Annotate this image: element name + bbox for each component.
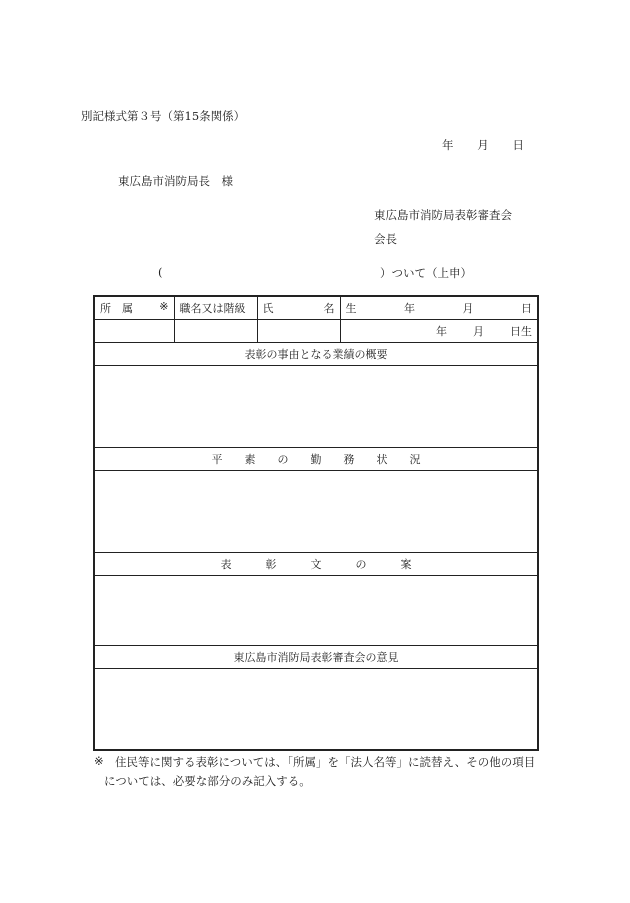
commendation-form-table [93, 295, 539, 751]
subject-close: ）ついて（上申） [380, 266, 472, 280]
section-title-opinion: 東広島市消防局表彰審査会の意見 [94, 645, 538, 668]
affiliation-label: 所 属 [100, 301, 133, 315]
date-line [442, 137, 524, 153]
position-label: 職名又は階級 [179, 301, 246, 315]
form-number: 別記様式第３号（第15条関係） [81, 109, 246, 123]
date-day-label: 日 [512, 138, 524, 152]
position-header [174, 296, 257, 319]
birth-year-label: 年 [404, 301, 415, 315]
draft-text-field[interactable] [94, 575, 538, 645]
section-opinion-body [94, 668, 538, 750]
section-title-achievements: 表彰の事由となる業績の概要 [94, 342, 538, 365]
section-opinion-header [94, 645, 538, 668]
name-label-given: 名 [323, 301, 335, 315]
date-year-label: 年 [442, 138, 454, 152]
birth-cell[interactable] [340, 319, 538, 342]
achievements-field[interactable] [94, 365, 538, 447]
section-draft-header [94, 552, 538, 575]
name-label-family: 氏 [262, 301, 274, 315]
addressee: 東広島市消防局長 様 [118, 174, 233, 188]
sender-org: 東広島市消防局表彰審査会 [374, 208, 512, 222]
date-month-label: 月 [477, 138, 489, 152]
section-draft-body [94, 575, 538, 645]
birth-header [340, 296, 538, 319]
entry-row [94, 319, 538, 342]
footnote-line-1: 住民等に関する表彰については、「所属」を「法人名等」に読替え、その他の項目 [115, 755, 536, 769]
birth-label: 生 [345, 301, 357, 315]
section-work-body [94, 470, 538, 552]
section-work-header [94, 447, 538, 470]
footnote-mark: ※ [94, 754, 104, 768]
opinion-field[interactable] [94, 668, 538, 750]
position-cell[interactable] [174, 319, 257, 342]
birth-month-label: 月 [462, 301, 474, 315]
birth-month-suffix: 月 [473, 324, 484, 338]
sender-title: 会長 [374, 232, 397, 246]
affiliation-cell[interactable] [94, 319, 174, 342]
subject-open: ( [158, 265, 163, 279]
name-header [257, 296, 340, 319]
section-achievements-header [94, 342, 538, 365]
affiliation-mark: ※ [159, 299, 169, 313]
work-status-field[interactable] [94, 470, 538, 552]
section-title-draft: 表彰文の案 [220, 557, 446, 571]
birth-day-label: 日 [521, 301, 532, 315]
footnote-line-2: については、必要な部分のみ記入する。 [104, 774, 311, 788]
section-achievements-body [94, 365, 538, 447]
birth-year-suffix: 年 [436, 324, 447, 338]
section-title-work: 平素の勤務状況 [211, 452, 443, 466]
name-cell[interactable] [257, 319, 340, 342]
affiliation-header [94, 296, 174, 319]
birth-day-suffix: 日生 [510, 324, 532, 338]
header-row [94, 296, 538, 319]
